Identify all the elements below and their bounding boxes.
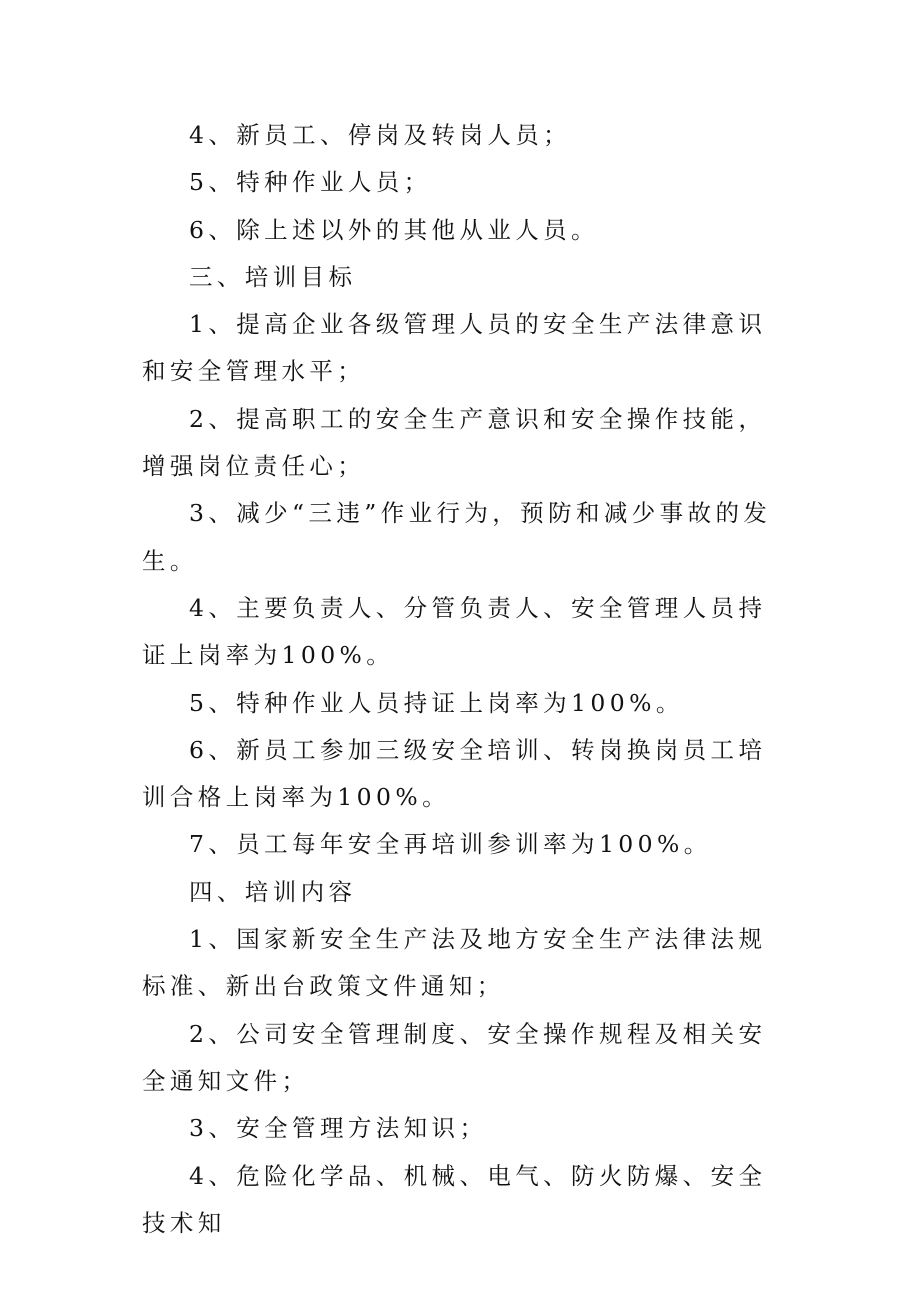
list-item: 6、新员工参加三级安全培训、转岗换岗员工培训合格上岗率为100%。 <box>142 735 767 812</box>
list-item: 3、减少“三违”作业行为，预防和减少事故的发生。 <box>142 499 772 575</box>
list-item: 4、主要负责人、分管负责人、安全管理人员持证上岗率为100%。 <box>142 593 767 670</box>
list-item: 2、公司安全管理制度、安全操作规程及相关安全通知文件； <box>142 1019 767 1095</box>
list-item: 1、国家新安全生产法及地方安全生产法律法规标准、新出台政策文件通知； <box>142 925 767 1001</box>
list-item: 2、提高职工的安全生产意识和安全操作技能，增强岗位责任心； <box>142 404 767 481</box>
list-item: 4、危险化学品、机械、电气、防火防爆、安全技术知 <box>142 1161 767 1237</box>
list-item: 5、特种作业人员； <box>189 168 432 197</box>
document-body <box>142 112 782 1247</box>
list-item: 7、员工每年安全再培训参训率为100%。 <box>189 830 712 859</box>
list-item: 3、安全管理方法知识； <box>189 1114 488 1143</box>
list-item: 1、提高企业各级管理人员的安全生产法律意识和安全管理水平； <box>142 310 767 386</box>
list-item: 4、新员工、停岗及转岗人员； <box>189 121 572 149</box>
list-item: 6、除上述以外的其他从业人员。 <box>189 215 599 244</box>
section-heading: 四、培训内容 <box>189 877 357 906</box>
section-heading: 三、培训目标 <box>189 262 357 291</box>
list-item: 5、特种作业人员持证上岗率为100%。 <box>189 688 684 717</box>
